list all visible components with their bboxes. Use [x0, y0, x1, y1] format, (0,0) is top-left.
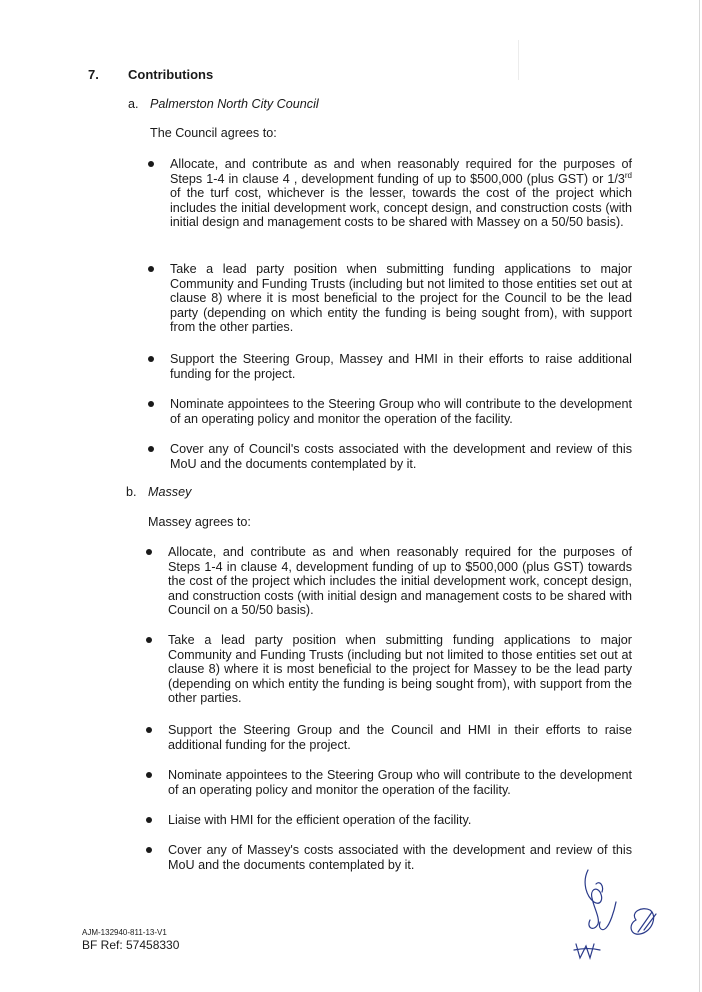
part-a-bullet-1-text-cont: of the turf cost, whichever is the lesser, towards the cost of the project which includes the initial development work, concept design, and construction costs (with initial design and management costs to be shared with Massey on a 50/50 basis).: [170, 186, 632, 230]
bullet-marker: [148, 356, 154, 362]
part-a-bullet-1: [170, 157, 632, 230]
scan-mark-line: [518, 40, 519, 80]
part-b-bullet-5: Liaise with HMI for the efficient operation of the facility.: [168, 813, 472, 827]
bullet-marker: [148, 401, 154, 407]
bullet-marker: [146, 727, 152, 733]
part-a-title: Palmerston North City Council: [150, 97, 319, 111]
signature-initials-icon: [560, 862, 670, 962]
part-b-letter: b.: [126, 485, 137, 499]
bf-reference: BF Ref: 57458330: [82, 938, 180, 952]
part-a-bullet-2: Take a lead party position when submitting funding applications to major Community and Funding Trusts (including but not limited to those entities set out at clause 8) where it is most beneficial to the project for the Council to be the lead party (depending on which entity the funding is being sought from), with support from the other parties.: [170, 262, 632, 335]
section-title: Contributions: [128, 67, 214, 82]
bullet-marker: [146, 847, 152, 853]
part-b-bullet-4: Nominate appointees to the Steering Group who will contribute to the development of an operating policy and monitor the operation of the facility.: [168, 768, 632, 797]
part-a-bullet-1-text: Allocate, and contribute as and when reasonably required for the purposes of Steps 1-4 in clause 4 , development funding of up to $500,000 (plus GST) or 1/3: [170, 157, 632, 186]
bullet-marker: [148, 266, 154, 272]
bullet-marker: [146, 549, 152, 555]
page-edge-line: [699, 0, 700, 992]
part-b-bullet-3: Support the Steering Group and the Council and HMI in their efforts to raise additional funding for the project.: [168, 723, 632, 752]
part-a-bullet-4: Nominate appointees to the Steering Group who will contribute to the development of an operating policy and monitor the operation of the facility.: [170, 397, 632, 426]
part-a-letter: a.: [128, 97, 139, 111]
part-a-bullet-5: Cover any of Council's costs associated with the development and review of this MoU and the documents contemplated by it.: [170, 442, 632, 471]
part-b-bullet-2: Take a lead party position when submitting funding applications to major Community and Funding Trusts (including but not limited to those entities set out at clause 8) where it is most beneficial to the project for Massey to be the lead party (depending on which entity the funding is being sought from), with support from the other parties.: [168, 633, 632, 706]
bullet-marker: [146, 772, 152, 778]
part-b-intro: Massey agrees to:: [148, 515, 251, 529]
section-number: 7.: [88, 67, 99, 82]
part-a-bullet-3: Support the Steering Group, Massey and HMI in their efforts to raise additional funding for the project.: [170, 352, 632, 381]
bullet-marker: [146, 637, 152, 643]
bullet-marker: [148, 161, 154, 167]
part-b-bullet-6: Cover any of Massey's costs associated with the development and review of this MoU and the documents contemplated by it.: [168, 843, 632, 872]
document-reference: AJM-132940-811-13-V1: [82, 928, 167, 937]
part-b-bullet-1: Allocate, and contribute as and when reasonably required for the purposes of Steps 1-4 in clause 4, development funding of up to $500,000 (plus GST) towards the cost of the project which includes the initial development work, concept design, and construction costs (with initial design and management costs to be shared with Council on a 50/50 basis).: [168, 545, 632, 618]
superscript-rd: rd: [624, 170, 632, 180]
part-a-intro: The Council agrees to:: [150, 126, 277, 140]
bullet-marker: [148, 446, 154, 452]
bullet-marker: [146, 817, 152, 823]
part-b-title: Massey: [148, 485, 192, 499]
